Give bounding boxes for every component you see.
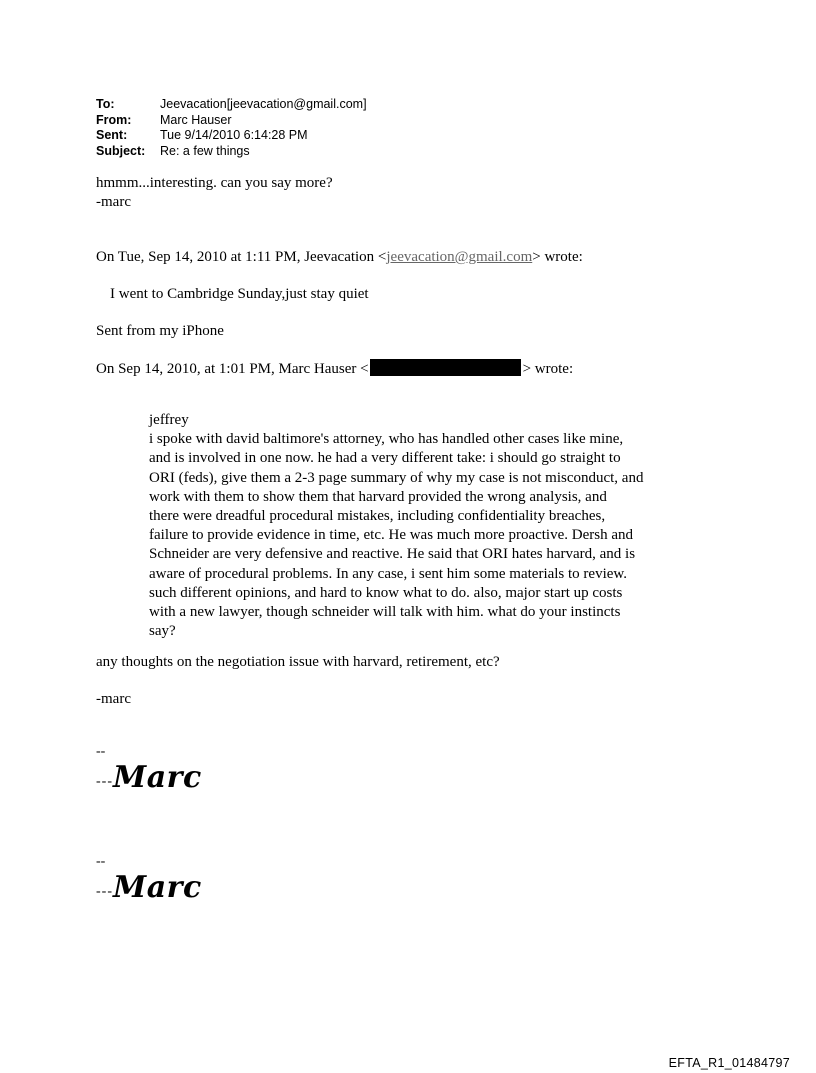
quote-line: jeffrey xyxy=(149,412,189,428)
reply-header-1-prefix: On Tue, Sep 14, 2010 at 1:11 PM, Jeevacation < xyxy=(96,249,387,265)
thoughts-line: any thoughts on the negotiation issue with harvard, retirement, etc? xyxy=(96,654,500,670)
sent-from-line: Sent from my iPhone xyxy=(96,323,224,339)
signature-separator: -- xyxy=(96,744,106,759)
signature-block xyxy=(96,760,202,795)
quote-line: there were dreadful procedural mistakes, including confidentiality breaches, xyxy=(149,508,606,525)
quote-line: ORI (feds), give them a 2-3 page summary of why my case is not misconduct, and xyxy=(149,469,644,486)
subject-row xyxy=(96,144,367,160)
reply-header-2-suffix: > wrote: xyxy=(522,361,574,377)
body-signoff-2: -marc xyxy=(96,691,131,707)
body-line-1: hmmm...interesting. can you say more? xyxy=(96,175,333,191)
quote-line: such different opinions, and hard to know what to do. also, major start up costs xyxy=(149,584,623,601)
subject-label: Subject: xyxy=(96,143,146,158)
reply-header-1 xyxy=(96,248,583,267)
email-header xyxy=(96,97,367,159)
sent-row xyxy=(96,128,367,144)
quote-line: say? xyxy=(149,623,176,640)
reply-header-2-prefix: On Sep 14, 2010, at 1:01 PM, Marc Hauser < xyxy=(96,361,369,377)
from-label: From: xyxy=(96,112,132,127)
quote-line: work with them to show them that harvard provided the wrong analysis, and xyxy=(149,488,607,505)
quote-line: failure to provide evidence in time, etc. He was much more proactive. Dersh and xyxy=(149,527,633,544)
quote-line: Schneider are very defensive and reactive. He said that ORI hates harvard, and is xyxy=(149,546,636,563)
quote-line: i spoke with david baltimore's attorney, who has handled other cases like mine, xyxy=(149,431,624,448)
quote-line: aware of procedural problems. In any case, i sent him some materials to review. xyxy=(149,565,628,582)
body-signoff-1: -marc xyxy=(96,194,131,210)
reply-header-1-suffix: > wrote: xyxy=(532,249,583,265)
signature-dashes: --- xyxy=(96,884,113,899)
from-value: Marc Hauser xyxy=(160,112,232,127)
quote-line: and is involved in one now. he had a very different take: i should go straight to xyxy=(149,450,621,467)
signature-block xyxy=(96,870,202,905)
signature-separator: -- xyxy=(96,854,106,869)
to-row xyxy=(96,97,367,113)
redaction-box xyxy=(370,359,521,376)
signature-dashes: --- xyxy=(96,774,113,789)
signature-name: Marc xyxy=(113,760,202,795)
document-id: EFTA_R1_01484797 xyxy=(668,1056,790,1070)
signature-name: Marc xyxy=(113,870,202,905)
sent-label: Sent: xyxy=(96,128,128,142)
quote-line: with a new lawyer, though schneider will talk with him. what do your instincts xyxy=(149,604,621,621)
reply-text-1: I went to Cambridge Sunday,just stay quiet xyxy=(110,286,369,302)
from-row xyxy=(96,113,367,129)
quoted-message xyxy=(149,411,689,641)
email-link[interactable]: jeevacation@gmail.com xyxy=(386,249,533,265)
reply-header-2 xyxy=(96,359,573,379)
to-label: To: xyxy=(96,97,115,111)
sent-value: Tue 9/14/2010 6:14:28 PM xyxy=(160,128,308,142)
subject-value: Re: a few things xyxy=(160,143,250,158)
to-value: Jeevacation[jeevacation@gmail.com] xyxy=(160,97,367,111)
